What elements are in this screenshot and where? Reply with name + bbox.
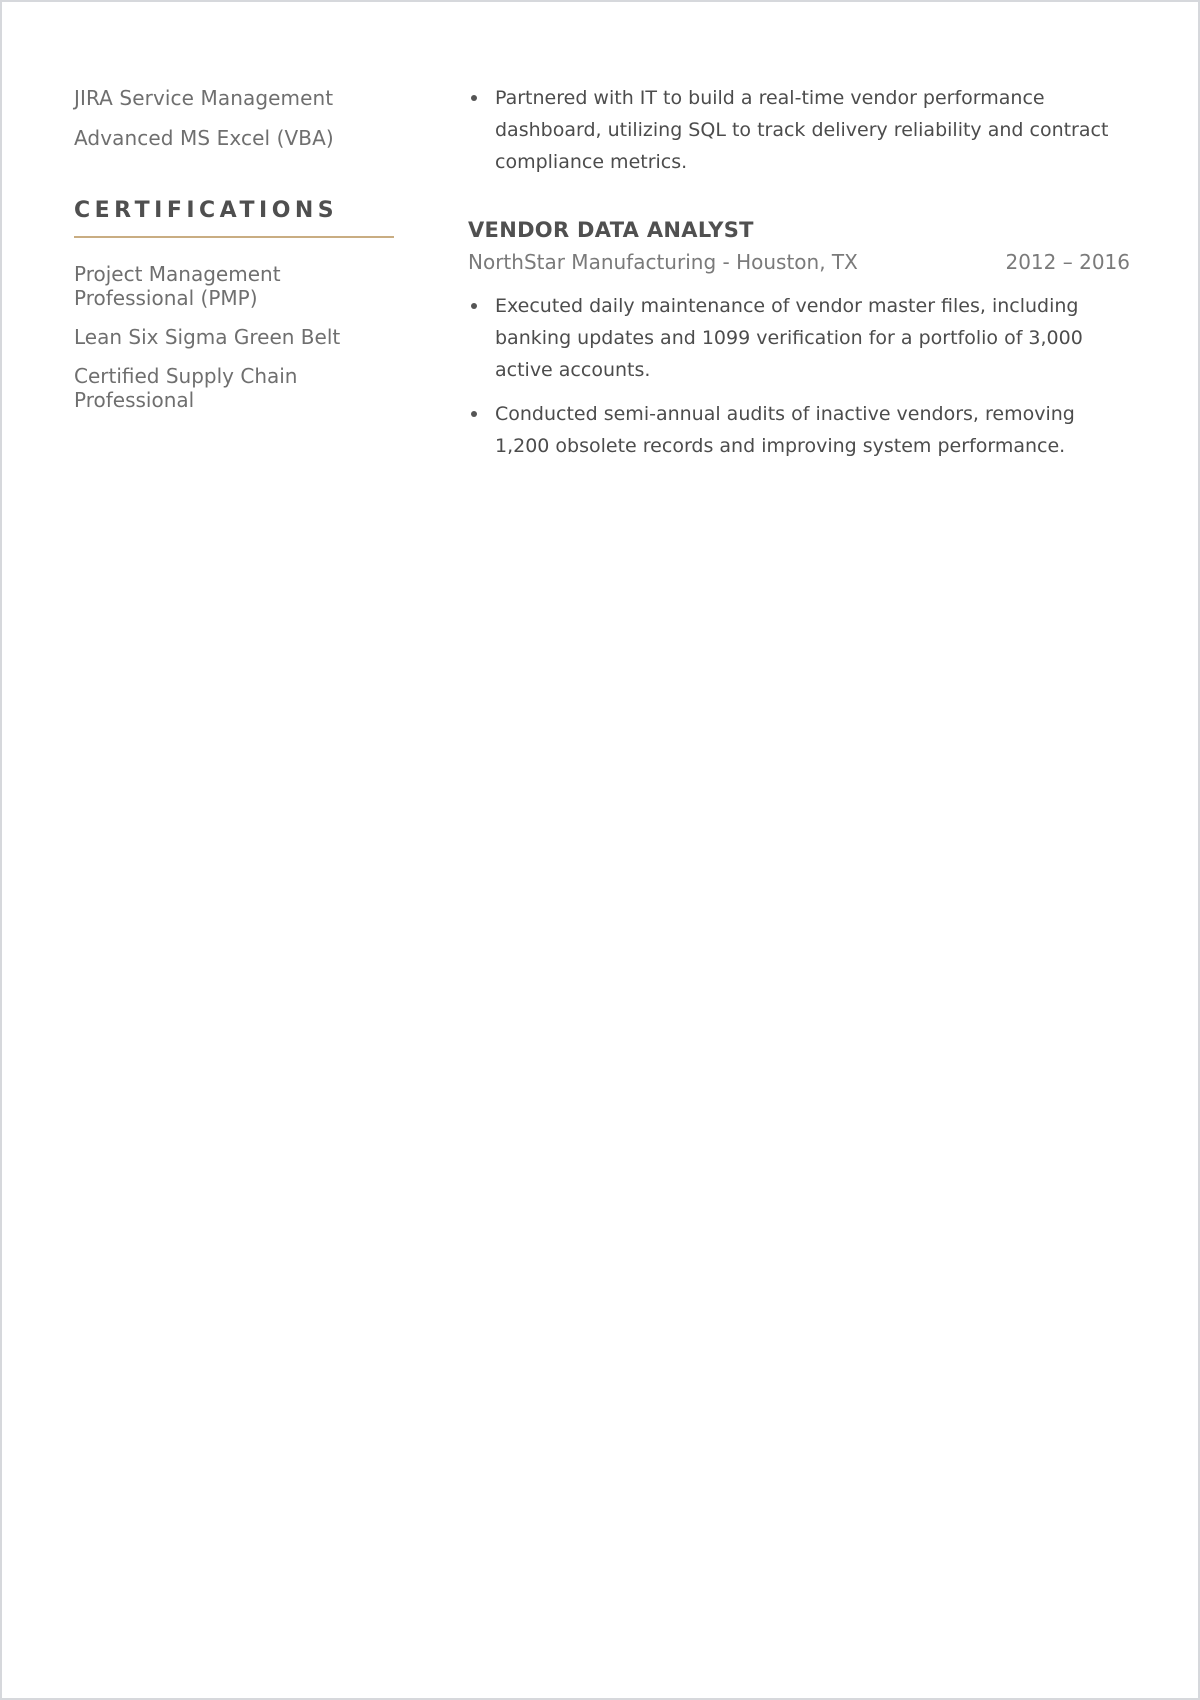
- bullet-item: [468, 398, 1130, 462]
- bullet-dot-icon: [471, 95, 477, 101]
- job-company-location: NorthStar Manufacturing - Houston, TX: [468, 250, 858, 274]
- bullet-item: [468, 82, 1130, 178]
- job-dates: 2012 – 2016: [1005, 250, 1130, 274]
- certifications-heading: CERTIFICATIONS: [74, 198, 339, 223]
- right-column: [468, 82, 1130, 474]
- certifications-list: [74, 262, 396, 412]
- skill-item: JIRA Service Management: [74, 86, 334, 110]
- certification-item: Certified Supply Chain Professional: [74, 364, 298, 412]
- bullet-dot-icon: [471, 303, 477, 309]
- bullet-text: Partnered with IT to build a real-time vendor performance dashboard, utilizing SQL to track delivery reliability and contract compliance metrics.: [495, 87, 1109, 173]
- left-column: [74, 86, 396, 427]
- certification-item: Project Management Professional (PMP): [74, 262, 281, 310]
- skills-list: [74, 86, 396, 150]
- job-bullets: [468, 290, 1130, 462]
- job-meta: [468, 248, 1130, 276]
- job-title: VENDOR DATA ANALYST: [468, 218, 754, 242]
- bullet-item: [468, 290, 1130, 386]
- job-entry: [468, 216, 1130, 462]
- bullet-text: Executed daily maintenance of vendor master files, including banking updates and 1099 verification for a portfolio of 3,000 active accounts.: [495, 295, 1083, 381]
- previous-job-bullets: [468, 82, 1130, 178]
- bullet-dot-icon: [471, 411, 477, 417]
- bullet-text: Conducted semi-annual audits of inactive vendors, removing 1,200 obsolete records and improving system performance.: [495, 403, 1075, 457]
- certifications-divider: [74, 236, 394, 238]
- skill-item: Advanced MS Excel (VBA): [74, 126, 334, 150]
- certification-item: Lean Six Sigma Green Belt: [74, 325, 341, 349]
